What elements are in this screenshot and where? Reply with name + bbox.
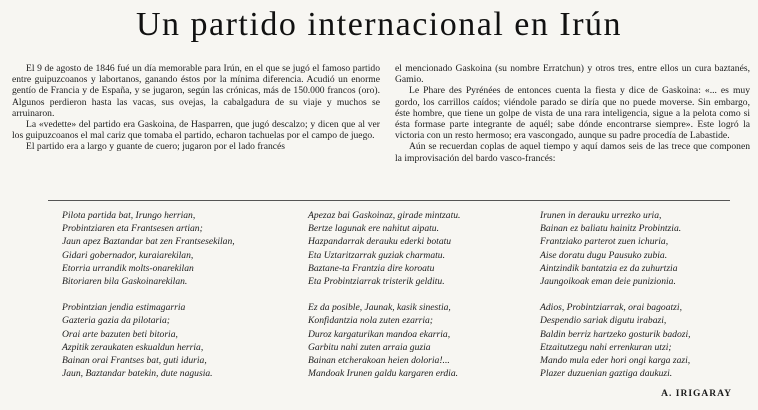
paragraph: La «vedette» del partido era Gaskoina, de Hasparren, que jugó descalzo; y dicen que al ver los guipuzcoanos el mal cariz que tomaba el partido, echaron tachuelas por el campo de juego.: [12, 119, 380, 142]
verse-line: Azpitik zeraukaten eskualdun herria,: [62, 341, 204, 353]
stanza: [308, 301, 533, 380]
stanza: [62, 301, 292, 380]
stanza: [540, 209, 755, 288]
verse-line: Ez da posible, Jaunak, kasik sinestia,: [308, 302, 451, 314]
author-signature: A. IRIGARAY: [661, 389, 732, 399]
verse-line: Etzaitutzegu nahi errenkuran utzi;: [540, 341, 672, 353]
verse-line: Orai arte bazuten beti bitoria,: [62, 328, 178, 340]
verse-line: Mandoak Irunen galdu kargaren erdia.: [308, 368, 459, 380]
verse-line: Aintzindik bantatzia ez da zuhurtzia: [540, 262, 678, 274]
verse-line: Plazer duzuenian gaztiga daukuzi.: [540, 368, 673, 380]
verse-line: Hazpandarrak derauku ederki botatu: [308, 236, 452, 248]
stanza: [62, 209, 292, 288]
verse-line: Jaungoikoak eman deie punizionia.: [540, 276, 676, 288]
verse-column-2: [308, 209, 533, 393]
verse-line: Adios, Probintziarrak, orai bagoatzi,: [540, 302, 682, 314]
verse-line: Bainan etcherakoan heien doloria!...: [308, 355, 450, 367]
prose-column-left: [12, 63, 380, 153]
stanza: [308, 209, 533, 288]
verse-column-1: [62, 209, 292, 393]
verse-line: Bainan orai Frantses bat, guti iduria,: [62, 355, 207, 367]
verse-line: Probintzian jendia estimagarria: [62, 302, 186, 314]
verse-line: Baztane-ta Frantzia dire koroatu: [308, 262, 435, 274]
verse-line: Eta Uztaritzarrak guziak charmatu.: [308, 249, 445, 261]
verse-line: Probintziaren eta Frantsesen artian;: [62, 223, 203, 235]
verse-line: Pilota partida bat, Irungo herrian,: [62, 210, 196, 221]
verse-line: Garbitu nahi zuten arraia guzia: [308, 341, 431, 353]
verse-line: Aise doratu dugu Pausuko zubia.: [540, 249, 668, 261]
paragraph: Aún se recuerdan coplas de aquel tiempo y aquí damos seis de las trece que componen la improvisación del bardo vasco-francés:: [395, 141, 750, 164]
verse-line: Gidari gobernador, kuraiarekilan,: [62, 249, 194, 261]
verse-line: Irunen in derauku urrezko uria,: [540, 210, 662, 221]
paragraph: el mencionado Gaskoina (su nombre Erratchun) y otros tres, entre ellos un cura baztanés, Gamio.: [395, 63, 750, 86]
divider: [48, 200, 730, 201]
verse-line: Baldin berriz hartzeko gosturik badozi,: [540, 328, 691, 340]
verse-line: Etorria urrandik molts-onarekilan: [62, 262, 194, 274]
verse-line: Bainan ez baliatu hainitz Probintzia.: [540, 223, 682, 235]
paragraph: Le Phare des Pyrénées de entonces cuenta la fiesta y dice de Gaskoina: «... es muy gordo, los carrillos caídos; viéndole parado se diría que no puede moverse. Sin embargo, éste hombre, que tiene un golpe de vista de una rara inteligencia, sigue a la pelota como si ésta formase parte integrante de aquél; sabe dónde encontrarse siempre». Este logró la victoria con un resto hermoso; era vascongado, aunque su padre procedía de Labastide.: [395, 85, 750, 142]
verse-line: Despendio sariak digutu irabazi,: [540, 315, 667, 327]
stanza: [540, 301, 755, 380]
prose-column-right: [395, 63, 750, 164]
article-title: Un partido internacional en Irún: [135, 6, 623, 43]
paragraph: El 9 de agosto de 1846 fué un día memorable para Irún, en el que se jugó el famoso partido entre guipuzcoanos y labortanos, ganando éstos por la mínima diferencia. Acudió un enorme gentío de Francia y de España, y se jugaron, según las crónicas, más de 150.000 francos (oro). Algunos perdieron hasta las vacas, sus ovejas, la cabalgadura de su viaje y muchos se arruinaron.: [12, 63, 380, 119]
verse-line: Jaun apez Baztandar bat zen Frantsesekilan,: [62, 236, 235, 248]
verse-line: Eta Probintziarrak tristerik gelditu.: [308, 276, 445, 288]
verse-line: Apezaz bai Gaskoinaz, girade mintzatu.: [308, 210, 461, 221]
verse-line: Gazteria gazia da pilotaria;: [62, 315, 170, 327]
verse-line: Bitoriaren bila Gaskoinarekilan.: [62, 276, 188, 288]
verse-line: Duroz kargaturikan mandoa ekarria,: [308, 328, 451, 340]
verse-line: Konfidantzia nola zuten ezarria;: [308, 315, 433, 327]
verse-line: Bertze lagunak ere nahitut aipatu.: [308, 223, 440, 235]
verse-line: Mando mula eder hori ongi karga zazi,: [540, 355, 691, 367]
verse-line: Frantziako parterot zuen ichuria,: [540, 236, 669, 248]
paragraph: El partido era a largo y guante de cuero; jugaron por el lado francés: [26, 141, 286, 153]
verse-column-3: [540, 209, 755, 393]
verse-line: Jaun, Baztandar batekin, dute nagusia.: [62, 368, 213, 380]
